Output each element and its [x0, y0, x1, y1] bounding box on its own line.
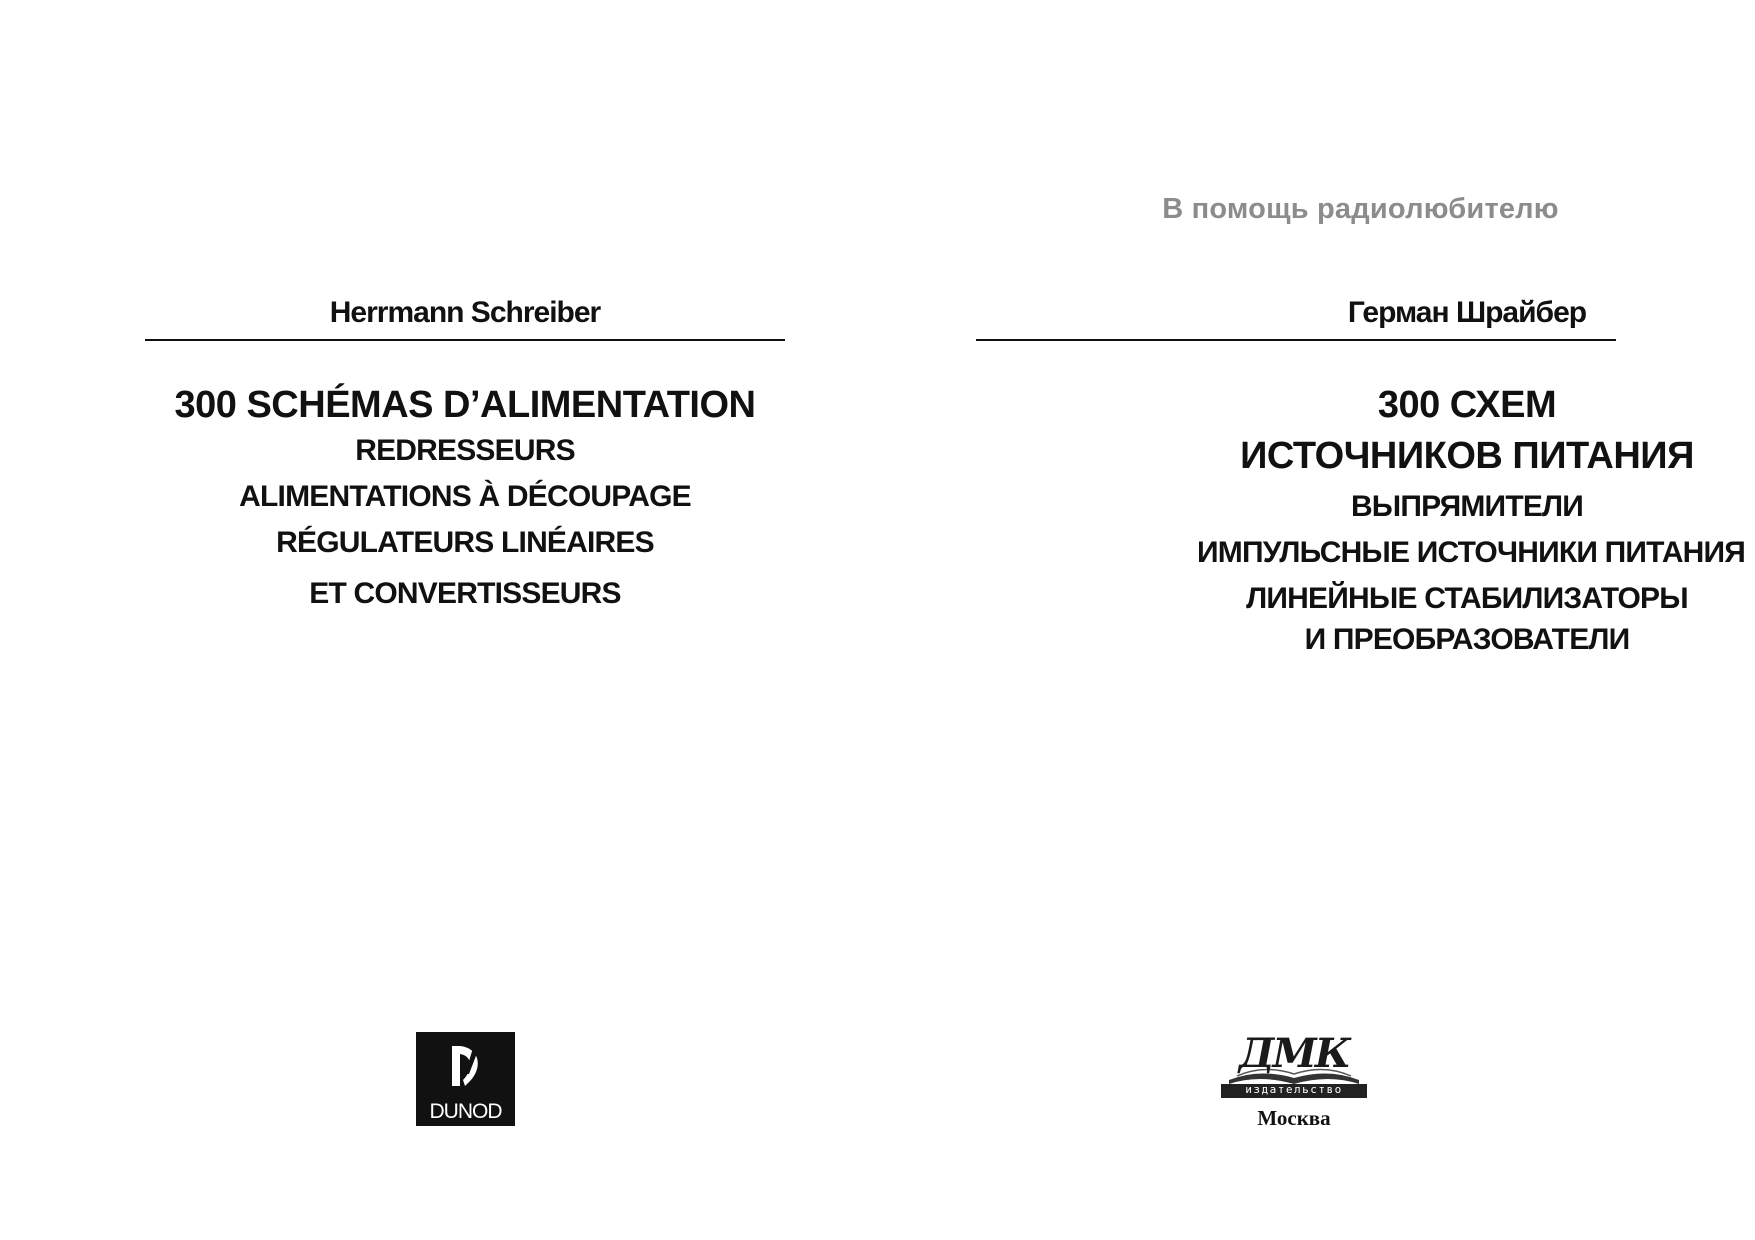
publisher-city: Москва	[1257, 1106, 1331, 1130]
subtitle-line: ALIMENTATIONS À DÉCOUPAGE	[239, 480, 691, 513]
author-divider-line	[145, 339, 785, 341]
author-name-russian: Герман Шрайбер	[1347, 296, 1587, 329]
author-divider-line	[976, 339, 1616, 341]
dunod-logo-icon	[449, 1044, 485, 1092]
subtitle-line: RÉGULATEURS LINÉAIRES	[276, 526, 654, 559]
subtitle-line: ВЫПРЯМИТЕЛИ	[1350, 490, 1584, 523]
subtitle-line: ИМПУЛЬСНЫЕ ИСТОЧНИКИ ПИТАНИЯ	[1197, 536, 1746, 569]
dunod-logo-text: DUNOD	[429, 1100, 502, 1123]
book-title-french: 300 SCHÉMAS D’ALIMENTATION	[174, 384, 756, 426]
subtitle-line: REDRESSEURS	[355, 434, 575, 467]
dunod-logo	[416, 1032, 515, 1126]
subtitle-line: ET CONVERTISSEURS	[309, 577, 621, 610]
dmk-logo-letters: ДМК	[1238, 1030, 1350, 1077]
book-title-russian-line: 300 СХЕМ	[1377, 384, 1557, 426]
dmk-logo-band-text: издательство	[1245, 1083, 1343, 1096]
series-name: В помощь радиолюбителю	[1162, 193, 1559, 225]
subtitle-line: И ПРЕОБРАЗОВАТЕЛИ	[1304, 623, 1630, 656]
right-title-page	[877, 0, 1754, 1240]
book-title-russian-line: ИСТОЧНИКОВ ПИТАНИЯ	[1240, 435, 1694, 477]
dmk-logo	[1219, 1030, 1369, 1130]
subtitle-line: ЛИНЕЙНЫЕ СТАБИЛИЗАТОРЫ	[1246, 582, 1688, 615]
author-name-french: Herrmann Schreiber	[329, 296, 601, 329]
left-title-page	[0, 0, 877, 1240]
